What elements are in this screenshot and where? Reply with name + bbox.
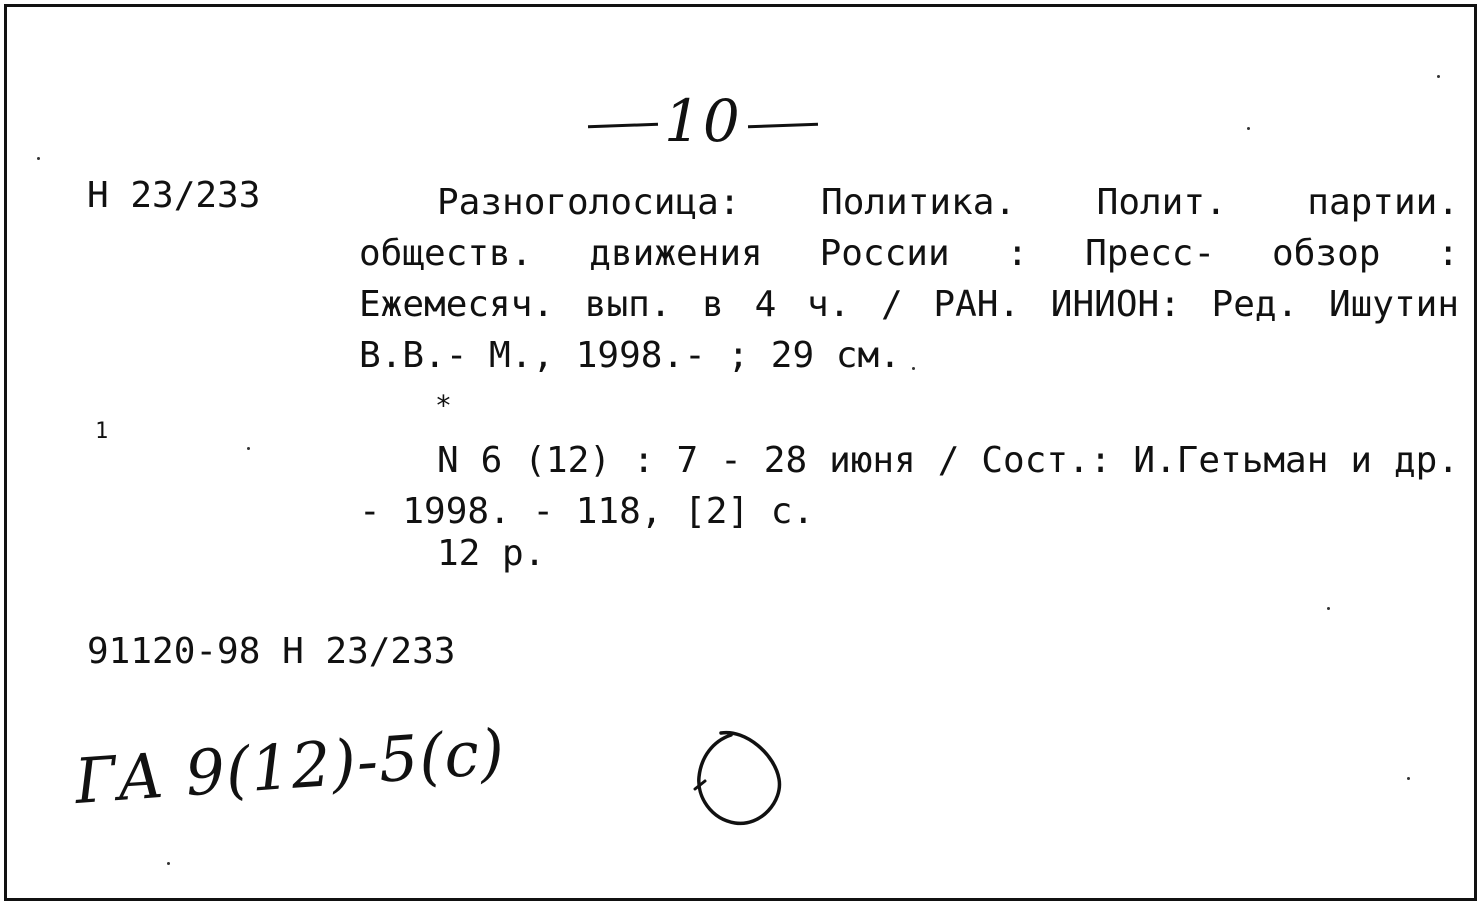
asterisk: *	[435, 389, 452, 422]
circle-mark-icon	[691, 727, 785, 831]
main-entry: Разноголосица: Политика. Полит. партии. обществ. движения России : Пресс- обзор : Ежемесяч. вып. в 4 ч. / РАН. ИНИОН: Ред. Ишутин В.В.- М., 1998.- ; 29 см.	[359, 182, 1459, 376]
speck	[912, 367, 915, 370]
speck	[37, 157, 40, 160]
page-number-text: 10	[664, 87, 742, 155]
speck	[1437, 75, 1440, 78]
speck	[1247, 127, 1250, 130]
dash-right	[748, 123, 818, 128]
call-number: Н 23/233	[87, 175, 261, 216]
speck	[1327, 607, 1330, 610]
speck	[247, 447, 250, 450]
catalog-card	[4, 4, 1477, 901]
page-number	[582, 87, 824, 155]
handwritten-shelf-mark: ГА 9(12)-5(с)	[72, 715, 508, 818]
speck	[1407, 777, 1410, 780]
dash-left	[588, 123, 658, 128]
price: 12 р.	[437, 533, 546, 574]
side-mark: 1	[95, 419, 109, 444]
issue-entry: N 6 (12) : 7 - 28 июня / Сост.: И.Гетьман и др. - 1998. - 118, [2] с.	[359, 440, 1459, 532]
speck	[167, 862, 170, 865]
accession-number: 91120-98 Н 23/233	[87, 631, 456, 672]
